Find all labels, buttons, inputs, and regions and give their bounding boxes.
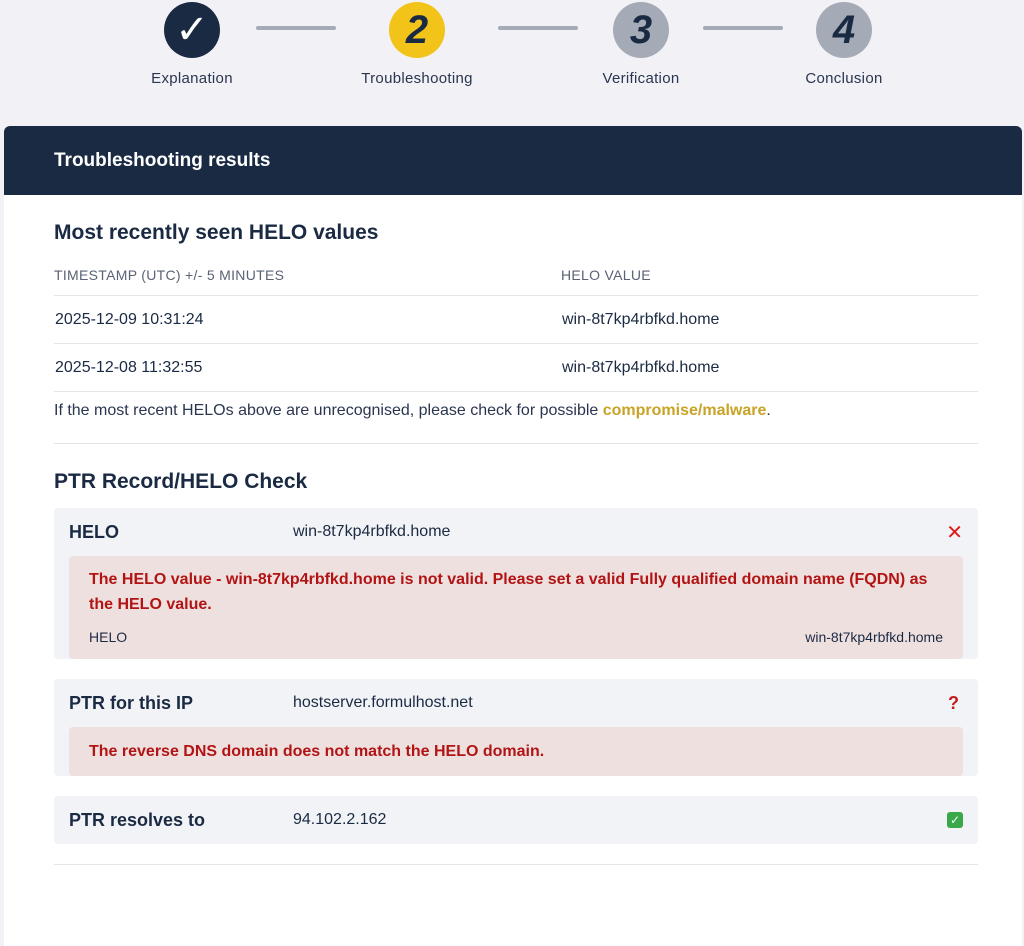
recent-helo-heading: Most recently seen HELO values [54, 221, 379, 244]
step-number-3-icon: 3 [613, 2, 669, 58]
step-label: Verification [602, 70, 680, 87]
green-checkmark-icon: ✓ [947, 812, 963, 828]
step-troubleshooting[interactable] [337, 0, 497, 87]
check-name: PTR resolves to [69, 809, 206, 830]
card-content [4, 195, 1022, 865]
check-value: 94.102.2.162 [293, 811, 387, 828]
detail-value: win-8t7kp4rbfkd.home [805, 629, 943, 645]
helo-table [54, 267, 978, 392]
divider [54, 864, 978, 865]
column-header-helo: HELO VALUE [561, 267, 978, 296]
column-header-timestamp: TIMESTAMP (UTC) +/- 5 MINUTES [54, 267, 561, 296]
helo-cell: win-8t7kp4rbfkd.home [561, 296, 978, 344]
check-value: win-8t7kp4rbfkd.home [293, 523, 451, 540]
compromise-malware-link[interactable]: compromise/malware [602, 402, 767, 419]
progress-stepper [0, 0, 1024, 126]
step-verification[interactable] [561, 0, 721, 87]
helo-cell: win-8t7kp4rbfkd.home [561, 344, 978, 392]
error-message: The reverse DNS domain does not match the HELO domain. [89, 743, 545, 760]
step-number-2-icon: 2 [389, 2, 445, 58]
table-row [54, 296, 978, 344]
helo-check-panel [54, 508, 978, 659]
error-x-icon: ✕ [946, 521, 963, 544]
ptr-ip-check-panel [54, 679, 978, 776]
timestamp-cell: 2025-12-09 10:31:24 [54, 296, 561, 344]
checkmark-icon: ✓ [164, 2, 220, 58]
error-message: The HELO value - win-8t7kp4rbfkd.home is not valid. Please set a valid Fully qualified domain name (FQDN) as the HELO value. [89, 571, 928, 613]
question-mark-icon: ? [948, 692, 959, 713]
results-card [4, 126, 1022, 946]
error-detail-row [89, 629, 943, 645]
note-suffix: . [766, 402, 771, 419]
check-row [69, 796, 963, 844]
table-header-row [54, 267, 978, 296]
check-value: hostserver.formulhost.net [293, 694, 473, 711]
ptr-error-box [69, 727, 963, 776]
step-label: Explanation [151, 70, 233, 87]
note-text: If the most recent HELOs above are unrecognised, please check for possible [54, 402, 603, 419]
ptr-resolve-check-panel [54, 796, 978, 844]
unrecognised-helo-note [54, 402, 978, 444]
card-title: Troubleshooting results [54, 149, 271, 171]
step-number-4-icon: 4 [816, 2, 872, 58]
check-name: PTR for this IP [69, 692, 194, 713]
step-explanation[interactable] [112, 0, 272, 87]
step-label: Troubleshooting [361, 70, 473, 87]
check-row [69, 679, 963, 727]
timestamp-cell: 2025-12-08 11:32:55 [54, 344, 561, 392]
step-connector [256, 26, 336, 30]
helo-error-box [69, 556, 963, 659]
table-row [54, 344, 978, 392]
check-row [69, 508, 963, 556]
check-name: HELO [69, 521, 120, 542]
ptr-check-heading: PTR Record/HELO Check [54, 470, 308, 493]
card-header [4, 126, 1022, 195]
step-label: Conclusion [805, 70, 883, 87]
detail-label: HELO [89, 629, 128, 645]
step-conclusion[interactable] [764, 0, 924, 87]
